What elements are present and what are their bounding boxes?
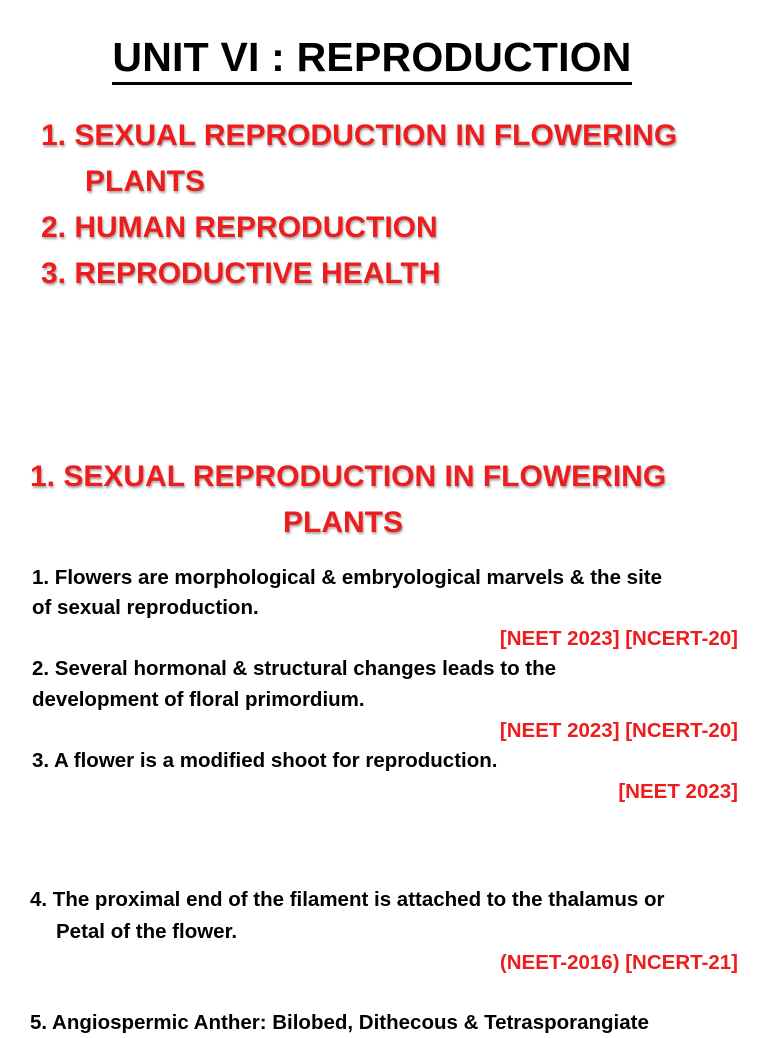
section-heading: 1. SEXUAL REPRODUCTION IN FLOWERING bbox=[30, 460, 667, 493]
toc-item-3: 3. REPRODUCTIVE HEALTH bbox=[41, 257, 441, 290]
toc-item-1-continued: PLANTS bbox=[85, 165, 205, 198]
point-2-line-1: 2. Several hormonal & structural changes leads to the bbox=[32, 657, 557, 680]
point-1-line-1: 1. Flowers are morphological & embryological marvels & the site bbox=[32, 566, 663, 589]
point-3-line-1: 3. A flower is a modified shoot for reproduction. bbox=[32, 749, 498, 772]
toc-item-1: 1. SEXUAL REPRODUCTION IN FLOWERING bbox=[41, 119, 678, 152]
point-1-line-2: of sexual reproduction. bbox=[32, 596, 259, 619]
point-3-reference: [NEET 2023] bbox=[618, 780, 738, 803]
point-4-reference: (NEET-2016) [NCERT-21] bbox=[499, 951, 738, 974]
point-2-reference: [NEET 2023] [NCERT-20] bbox=[499, 719, 738, 742]
point-2-line-2: development of floral primordium. bbox=[32, 688, 365, 711]
point-5-line-1: 5. Angiospermic Anther: Bilobed, Dithecous & Tetrasporangiate bbox=[30, 1011, 649, 1034]
page-title bbox=[0, 34, 744, 85]
point-1-reference: [NEET 2023] [NCERT-20] bbox=[499, 627, 738, 650]
section-heading-continued: PLANTS bbox=[283, 506, 403, 539]
page-title-text: UNIT VI : REPRODUCTION bbox=[112, 34, 631, 85]
point-4-line-1: 4. The proximal end of the filament is attached to the thalamus or bbox=[30, 888, 665, 911]
toc-item-2: 2. HUMAN REPRODUCTION bbox=[41, 211, 438, 244]
point-4-line-2: Petal of the flower. bbox=[56, 920, 238, 943]
